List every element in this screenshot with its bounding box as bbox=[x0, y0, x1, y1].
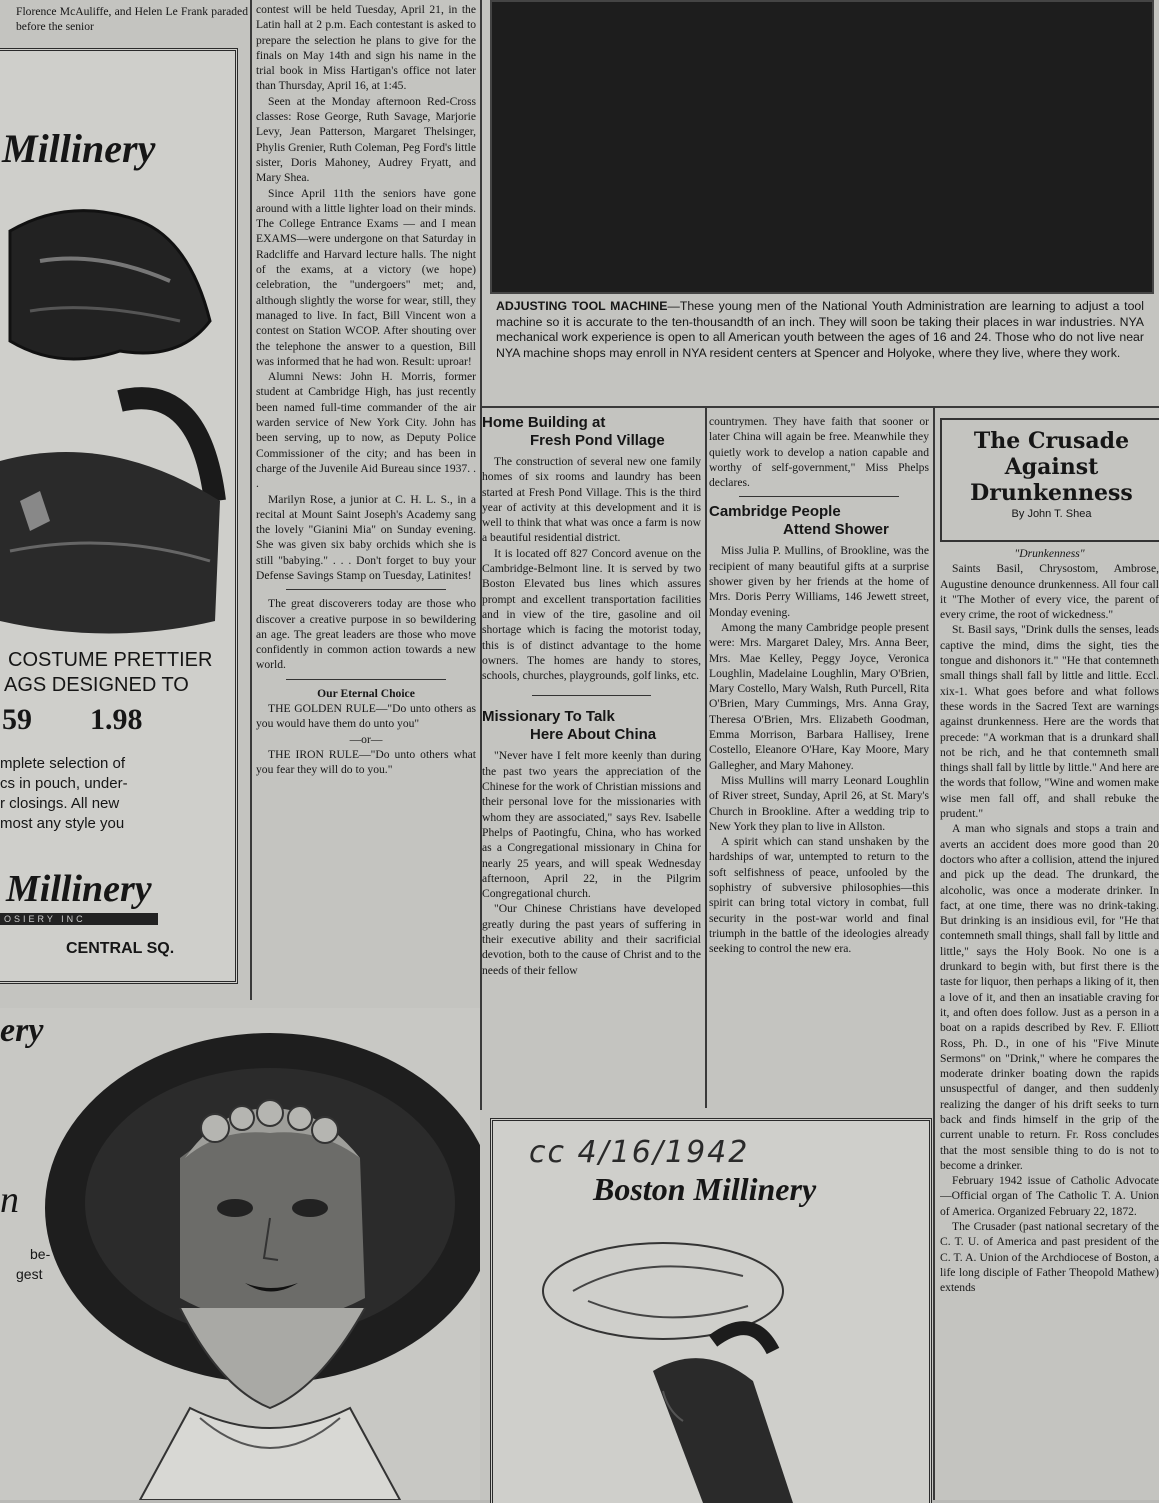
headline-line1: Home Building at bbox=[482, 414, 606, 431]
caption-lead: ADJUSTING TOOL MACHINE bbox=[496, 299, 668, 313]
ad-price1: 59 bbox=[2, 703, 32, 736]
or-separator: —or— bbox=[349, 732, 383, 746]
divider bbox=[286, 589, 446, 590]
iron-rule: THE IRON RULE—"Do unto others what you fear they will do to you." bbox=[256, 747, 476, 777]
home-building-column bbox=[482, 414, 701, 1114]
ad-body-line: most any style you bbox=[0, 815, 125, 832]
paragraph: The Crusader (past national secretary of the C. T. U. of America and past president of the C. T. A. Union of the Archdiocese of Boston, a life long disciple of Father Theopold Mathew) extends bbox=[940, 1220, 1159, 1295]
paragraph: A spirit which can stand unshaken by the hardships of war, untempted to return to the soft selfishness of peace, unfooled by the sophistry of subversive philosophies—this spirit can bring total victory in combat, full security in the post-war world and final triumph in the battle of the ideologies already seeking to control the new era. bbox=[709, 835, 929, 956]
ad-hosiery: OSIERY INC bbox=[0, 913, 158, 925]
left-top-text bbox=[16, 4, 248, 44]
paragraph: contest will be held Tuesday, April 21, in the Latin hall at 2 p.m. Each contestant is asked to prepare the selection he plans to give for the finals on May 14th and sign his name in the trial book in Miss Hartigan's office not later than Thursday, April 16, at 1:45. bbox=[256, 3, 476, 93]
crusade-title-2: Against bbox=[1004, 454, 1099, 480]
paragraph: Since April 11th the seniors have gone around with a little lighter load on their minds. The College Entrance Exams — and I mean EXAMS—were undergone on that Saturday in Radcliffe and Harvard lecture halls. The night of the exams, at a victory (we hope) celebration, the "undergoers" met; and, although slightly the worse for wear, still, they managed to live. In fact, Bill Vincent won a contest on Station WCOP. After shouting over the telephone the answer to a question, Bill was informed that he had won. Result: uproar! bbox=[256, 186, 476, 368]
missionary-headline bbox=[482, 708, 701, 744]
ad-brand-bottom: Millinery bbox=[6, 868, 152, 910]
woman-hat-illustration bbox=[20, 1008, 480, 1500]
column-rule bbox=[705, 408, 707, 1108]
crusade-subhead: "Drunkenness" bbox=[1014, 547, 1085, 560]
ad-body-line: cs in pouch, under- bbox=[0, 775, 128, 792]
home-building-headline bbox=[482, 414, 701, 450]
headline-line2: Fresh Pond Village bbox=[530, 432, 665, 449]
paragraph: The great discoverers today are those who discover a creative purpose in so bewildering an age. The great leaders are those who move confidently in common action towards a new world. bbox=[256, 597, 476, 672]
paragraph: Alumni News: John H. Morris, former student at Cambridge High, has just recently been named full-time commander of the air warden service of New York City. John has been serving, up to now, as Deputy Police Commissioner of the city; and has been in charge of the Juvenile Aid Bureau since 1937. . . bbox=[256, 370, 476, 491]
paragraph: Miss Julia P. Mullins, of Brookline, was the recipient of many beautiful gifts at a surprise shower given by her friends at the home of Mrs. Doris Perry Williams, 146 Jewett street, Monday evening. bbox=[709, 544, 929, 619]
school-news-column bbox=[256, 2, 476, 992]
paragraph: "Our Chinese Christians have developed greatly during the past years of suffering in their executive ability and their sacrificial devotion, both to the cause of Christ and to the needs of their fellow bbox=[482, 902, 701, 977]
choice-heading: Our Eternal Choice bbox=[317, 686, 415, 700]
crusade-title-box bbox=[940, 418, 1159, 542]
handbag-illustration bbox=[0, 201, 230, 661]
paragraph: Among the many Cambridge people present were: Mrs. Margaret Daley, Mrs. Anna Beer, Mrs. Mae Kelley, Peggy Joyce, Veronica Loughlin, Madelaine Loughlin, Mary O'Brien, Mary Costello, Mary Walsh, Ruth Purcell, Rita O'Brien, Mary Cummings, Mrs. Anna Gray, Theresa O'Brien, Mrs. Elizabeth Goodman, Emma Morrison, Barbara Hallisey, Irene Costello, Eleanore O'Hare, Kay Moore, Mary Gallegher, and Mary Mahoney. bbox=[709, 620, 929, 772]
ad-brand-top: Millinery bbox=[2, 126, 156, 171]
ad-body bbox=[0, 754, 128, 834]
crusade-title-3: Drunkenness bbox=[970, 480, 1133, 506]
shower-headline bbox=[709, 503, 929, 539]
divider bbox=[532, 695, 651, 696]
ad-location: CENTRAL SQ. bbox=[66, 940, 175, 957]
millinery-ad-left bbox=[0, 48, 238, 984]
boston-ad-brand: Boston Millinery bbox=[593, 1171, 817, 1207]
column-rule bbox=[250, 0, 252, 1000]
shower-column bbox=[709, 414, 929, 1114]
divider bbox=[286, 679, 446, 680]
headline-line2: Attend Shower bbox=[783, 521, 889, 539]
ad-price2: 1.98 bbox=[90, 703, 143, 736]
headline-line1: Missionary To Talk bbox=[482, 708, 615, 726]
boston-millinery-ad bbox=[490, 1118, 932, 1503]
paragraph: Miss Mullins will marry Leonard Loughlin of River street, Sunday, April 26, at St. Mary's Church in Brookline. After a wedding trip to New York they plan to live in Allston. bbox=[709, 773, 929, 833]
paragraph: countrymen. They have faith that sooner or later China will again be free. Meanwhile they quietly work to develop a nation capable and worthy of self-government," Miss Phelps declares. bbox=[709, 415, 929, 490]
headline-line1: Cambridge People bbox=[709, 503, 841, 521]
section-rule bbox=[480, 406, 1159, 408]
ad-body-line: r closings. All new bbox=[0, 795, 120, 812]
golden-rule: THE GOLDEN RULE—"Do unto others as you would have them do unto you" bbox=[256, 702, 476, 731]
paragraph: February 1942 issue of Catholic Advocate—Official organ of The Catholic T. A. Union of America. Organized February 22, 1872. bbox=[940, 1174, 1159, 1218]
ad2-gest-fragment: gest bbox=[16, 1266, 43, 1282]
paragraph: The construction of several new one family homes of six rooms and laundry has been started at Fresh Pond Village. This is the third year of activity at this development and it is well to think that what was once a farm is now a beautiful residential district. bbox=[482, 455, 701, 545]
ad2-be-fragment: be- bbox=[30, 1246, 51, 1262]
handwritten-date: cc 4/16/1942 bbox=[529, 1135, 750, 1170]
crusade-title-1: The Crusade bbox=[973, 428, 1130, 454]
millinery-ad-bottom-left bbox=[0, 1008, 480, 1500]
column-rule bbox=[933, 408, 935, 1500]
ad2-brand-fragment: ery bbox=[0, 1012, 44, 1049]
ad-line1: COSTUME PRETTIER bbox=[8, 649, 213, 671]
paragraph: "Never have I felt more keenly than during the past two years the appreciation of the Chinese for the work of Christian missions and their personal love for the missionaries with whom they are associated," says Rev. Isabelle Phelps of Paotingfu, China, who has worked as a Congregational missionary in China for nearly 25 years, and will speak Wednesday afternoon, April 22, in the Pilgrim Congregational church. bbox=[482, 749, 701, 901]
paragraph: A man who signals and stops a train and averts an accident does more good than 20 doctors who after a collision, attend the injured and pick up the dead. The drunkard, the alcoholic, was once a moderate drinker. In fact, at one time, there was no drink-taking. But drinking is an insidious evil, for "He that contemneth small things, shall fall by little and little," says the Holy Book. No one is a drunkard to begin with, but first there is the taste for liquor, then perhaps a liking of it, then a love of it, and then an insatiable craving for it, and often does follow. Just as a person in a boat on a rapids described by Rev. F. Elliott Ross, Ph. D., in one of his "Five Minute Sermons" on "Drink," where he compares the moderate drinker boating down the rapids unsuspectful of danger, and then suddenly realizing the danger of his drift seeks to turn back and finds himself in the grip of the current unable to return. Fr. Ross concludes that the most sensible thing to do is not to become a drinker. bbox=[940, 822, 1159, 1172]
paragraph: Seen at the Monday afternoon Red-Cross classes: Rose George, Ruth Savage, Marjorie Levy, Jean Patterson, Margaret Thelsinger, Phylis Grenier, Ruth Coleman, Peg Ford's little sister, Doris Mahoney, Audrey Fryatt, and Mary Shea. bbox=[256, 94, 476, 185]
divider bbox=[739, 496, 899, 497]
ad-body-line: mplete selection of bbox=[0, 755, 126, 772]
left-top-line: Florence McAuliffe, and Helen Le Frank paraded before the senior bbox=[16, 5, 248, 33]
crusade-byline: By John T. Shea bbox=[1011, 508, 1092, 520]
headline-line2: Here About China bbox=[530, 726, 657, 744]
paragraph: Marilyn Rose, a junior at C. H. L. S., in a recital at Mount Saint Joseph's Academy sang the lovely "Gianini Mia" on Sunday evening. She was given six baby orchids which she is still "babying." . . . Don't forget to buy your Defense Savings Stamp on Tuesday, Latinites! bbox=[256, 492, 476, 582]
caption-text: —These young men of the National Youth Administration are learning to adjust a tool machine so it is accurate to the ten-thousandth of an inch. They will soon be taking their places in war industries. NYA mechanical work experience is open to all American youth between the ages of 16 and 24. Those who do not live near NYA machine shops may enroll in NYA resident centers at Spencer and Holyoke, where they live, where they work. bbox=[496, 299, 1144, 360]
crusade-column bbox=[940, 546, 1159, 1500]
photo-caption bbox=[496, 299, 1144, 399]
paragraph: St. Basil says, "Drink dulls the senses, leads captive the mind, dims the sight, ties the tongue and dishonors it." "He that contemneth small things shall fall by little and little. Eccl. xix-1. What goes before and what follows these words in the Sacred Text are warnings against drunkenness. Here are the words that precede: "A workman that is a drunkard shall not be rich, and he that contemneth small things shall fall by little by little." And here are the words that follow, "Wine and women make wise men fall off, and shall rebuke the prudent." bbox=[940, 623, 1159, 821]
paragraph: Saints Basil, Chrysostom, Ambrose, Augustine denounce drunkenness. All four call it "The Mother of every vice, the parent of every crime, the root of wickedness." bbox=[940, 562, 1159, 622]
paragraph: It is located off 827 Concord avenue on the Cambridge-Belmont line. It is served by two Boston Elevated bus lines which assures prompt and excellent transportation facilities and in view of the tire, gasoline and oil shortage which is facing the motorist today, this is of distinct advantage to the home owners. The homes are handy to stores, schools, churches, playgrounds, golf links, etc. bbox=[482, 546, 701, 683]
nya-photo bbox=[490, 0, 1154, 294]
hat-and-glove-illustration bbox=[493, 1221, 923, 1503]
ad2-n-fragment: n bbox=[0, 1179, 19, 1221]
ad-line2: AGS DESIGNED TO bbox=[4, 674, 189, 696]
